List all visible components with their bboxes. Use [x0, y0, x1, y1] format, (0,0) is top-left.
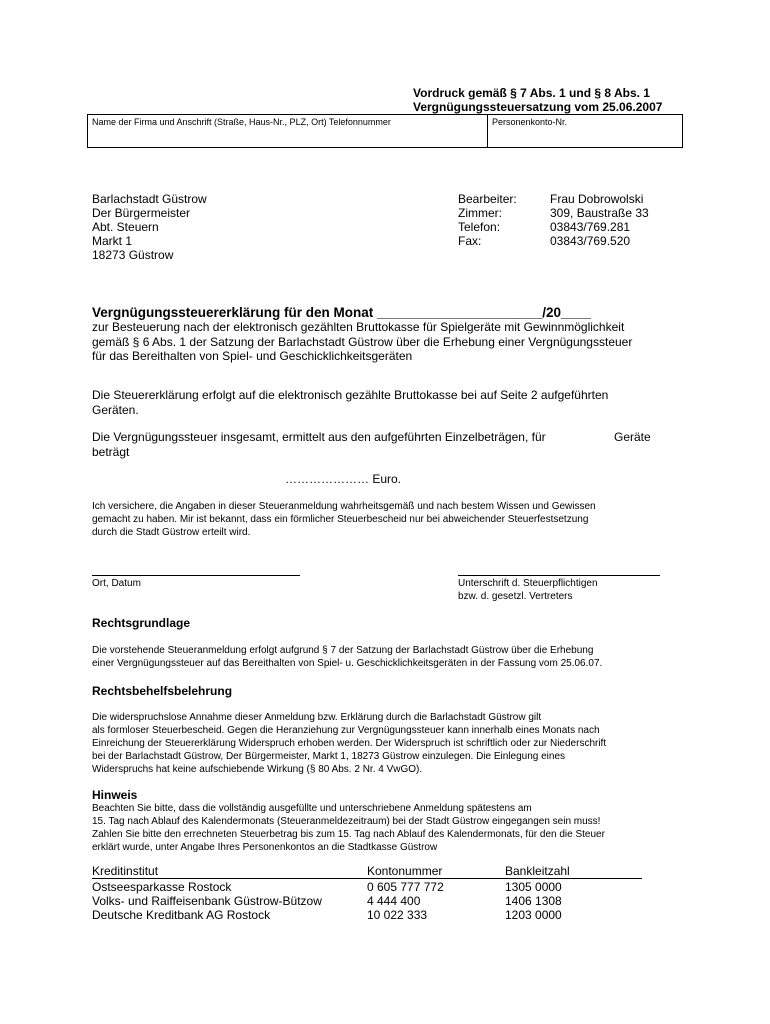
declaration-line: gemacht zu haben. Mir ist bekannt, dass ein förmlicher Steuerbescheid nur bei abweichender Steuerfestsetzung [92, 514, 589, 525]
address-line: Markt 1 [92, 234, 133, 248]
firm-info-box [87, 114, 683, 148]
paragraph-line: Geräten. [92, 402, 139, 417]
rechtsbehelf-line: als formloser Steuerbescheid. Gegen die Heranziehung zur Vergnügungssteuer kann innerhalb eines Monats nach [92, 725, 600, 736]
rechtsgrundlage-line: Die vorstehende Steueranmeldung erfolgt aufgrund § 7 der Satzung der Barlachstadt Güstrow über die Erhebung [92, 645, 594, 656]
hinweis-line: Zahlen Sie bitte den errechneten Steuerbetrag bis zum 15. Tag nach Ablauf des Kalendermonats, für den die Steuer [92, 829, 605, 840]
contact-value-zimmer: 309, Baustraße 33 [550, 206, 649, 220]
subtitle-line: gemäß § 6 Abs. 1 der Satzung der Barlachstadt Güstrow über die Erhebung einer Vergnügungssteuer [92, 334, 633, 349]
tax-total-paragraph-line1: Die Vergnügungssteuer insgesamt, ermittelt aus den aufgeführten Einzelbeträgen, für [92, 430, 546, 444]
declaration-basis-paragraph [92, 388, 608, 417]
contact-values [550, 192, 649, 248]
signature-label-2: bzw. d. gesetzl. Vertreters [458, 591, 573, 602]
hinweis-text [92, 802, 605, 854]
bank-table-header-rule [92, 878, 642, 879]
bank-table-header-kreditinstitut: Kreditinstitut [92, 864, 159, 878]
bank-row-blz: 1203 0000 [505, 908, 562, 922]
subtitle-line: zur Besteuerung nach der elektronisch gezählten Bruttokasse für Spielgeräte mit Gewinnmöglichkeit [92, 320, 625, 334]
hinweis-line: erklärt wurde, unter Angabe Ihres Personenkontos an die Stadtkasse Güstrow [92, 842, 438, 853]
rechtsbehelf-text [92, 711, 606, 776]
form-reference-line-1: Vordruck gemäß § 7 Abs. 1 und § 8 Abs. 1 [413, 86, 650, 100]
bank-row-name: Deutsche Kreditbank AG Rostock [92, 908, 271, 922]
contact-label-telefon: Telefon: [458, 220, 501, 234]
box-divider [487, 115, 488, 147]
signature-label-1: Unterschrift d. Steuerpflichtigen [458, 578, 598, 589]
bank-row-name: Ostseesparkasse Rostock [92, 880, 232, 894]
hinweis-line: Beachten Sie bitte, dass die vollständig ausgefüllte und unterschriebene Anmeldung spätestens am [92, 803, 532, 814]
bank-row-konto: 10 022 333 [367, 908, 428, 922]
contact-value-fax: 03843/769.520 [550, 234, 631, 248]
form-reference-line-2: Vergnügungssteuersatzung vom 25.06.2007 [413, 100, 663, 114]
bank-row-konto: 0 605 777 772 [367, 880, 444, 894]
contact-label-zimmer: Zimmer: [458, 206, 502, 220]
paragraph-line: Die Steuererklärung erfolgt auf die elektronisch gezählte Bruttokasse bei auf Seite 2 aufgeführten [92, 388, 609, 402]
contact-value-bearbeiter: Frau Dobrowolski [550, 192, 644, 206]
address-line: Abt. Steuern [92, 220, 159, 234]
declaration-line: durch die Stadt Güstrow erteilt wird. [92, 527, 251, 538]
euro-amount-field: ………………… Euro. [285, 472, 402, 486]
hinweis-line: 15. Tag nach Ablauf des Kalendermonats (Steueranmeldezeitraum) bei der Stadt Güstrow eingegangen sein muss! [92, 816, 601, 827]
contact-label-bearbeiter: Bearbeiter: [458, 192, 517, 206]
document-title: Vergnügungssteuererklärung für den Monat ______________________/20____ [92, 305, 592, 320]
address-line: Barlachstadt Güstrow [92, 192, 207, 206]
contact-label-fax: Fax: [458, 234, 482, 248]
document-subtitle [92, 320, 632, 364]
place-date-label: Ort, Datum [92, 578, 141, 589]
place-date-line [92, 575, 300, 576]
bank-row-blz: 1406 1308 [505, 894, 562, 908]
bank-row-blz: 1305 0000 [505, 880, 562, 894]
geraete-label: Geräte [614, 430, 651, 444]
rechtsbehelf-heading: Rechtsbehelfsbelehrung [92, 684, 233, 698]
bank-table-header-kontonummer: Kontonummer [367, 864, 443, 878]
personenkonto-label: Personenkonto-Nr. [492, 117, 568, 127]
contact-labels [458, 192, 517, 248]
bank-row-konto: 4 444 400 [367, 894, 421, 908]
signature-line [458, 575, 660, 576]
rechtsgrundlage-heading: Rechtsgrundlage [92, 616, 191, 630]
subtitle-line: für das Bereithalten von Spiel- und Geschicklichkeitsgeräten [92, 349, 413, 363]
tax-total-paragraph-line2: beträgt [92, 445, 130, 459]
contact-value-telefon: 03843/769.281 [550, 220, 631, 234]
rechtsbehelf-line: bei der Barlachstadt Güstrow, Der Bürgermeister, Markt 1, 18273 Güstrow einzulegen. Die Einlegung eines [92, 751, 566, 762]
firm-address-label: Name der Firma und Anschrift (Straße, Haus-Nr., PLZ, Ort) Telefonnummer [92, 117, 391, 127]
rechtsbehelf-line: Einreichung der Steuererklärung Widerspruch erhoben werden. Der Widerspruch ist schriftlich oder zur Niederschrift [92, 738, 607, 749]
rechtsgrundlage-text [92, 644, 602, 670]
declaration-line: Ich versichere, die Angaben in dieser Steueranmeldung wahrheitsgemäß und nach bestem Wissen und Gewissen [92, 501, 596, 512]
rechtsbehelf-line: Die widerspruchslose Annahme dieser Anmeldung bzw. Erklärung durch die Barlachstadt Güstrow gilt [92, 712, 542, 723]
recipient-address [92, 192, 207, 262]
rechtsbehelf-line: Widerspruchs hat keine aufschiebende Wirkung (§ 80 Abs. 2 Nr. 4 VwGO). [92, 764, 423, 775]
address-line: Der Bürgermeister [92, 206, 191, 220]
bank-row-name: Volks- und Raiffeisenbank Güstrow-Bützow [92, 894, 322, 908]
bank-table-header-bankleitzahl: Bankleitzahl [505, 864, 570, 878]
address-line: 18273 Güstrow [92, 248, 174, 262]
rechtsgrundlage-line: einer Vergnügungssteuer auf das Bereithalten von Spiel- u. Geschicklichkeitsgeräten in der Fassung vom 25.06.07. [92, 658, 603, 669]
declaration-text [92, 500, 596, 539]
hinweis-heading: Hinweis [92, 788, 138, 802]
